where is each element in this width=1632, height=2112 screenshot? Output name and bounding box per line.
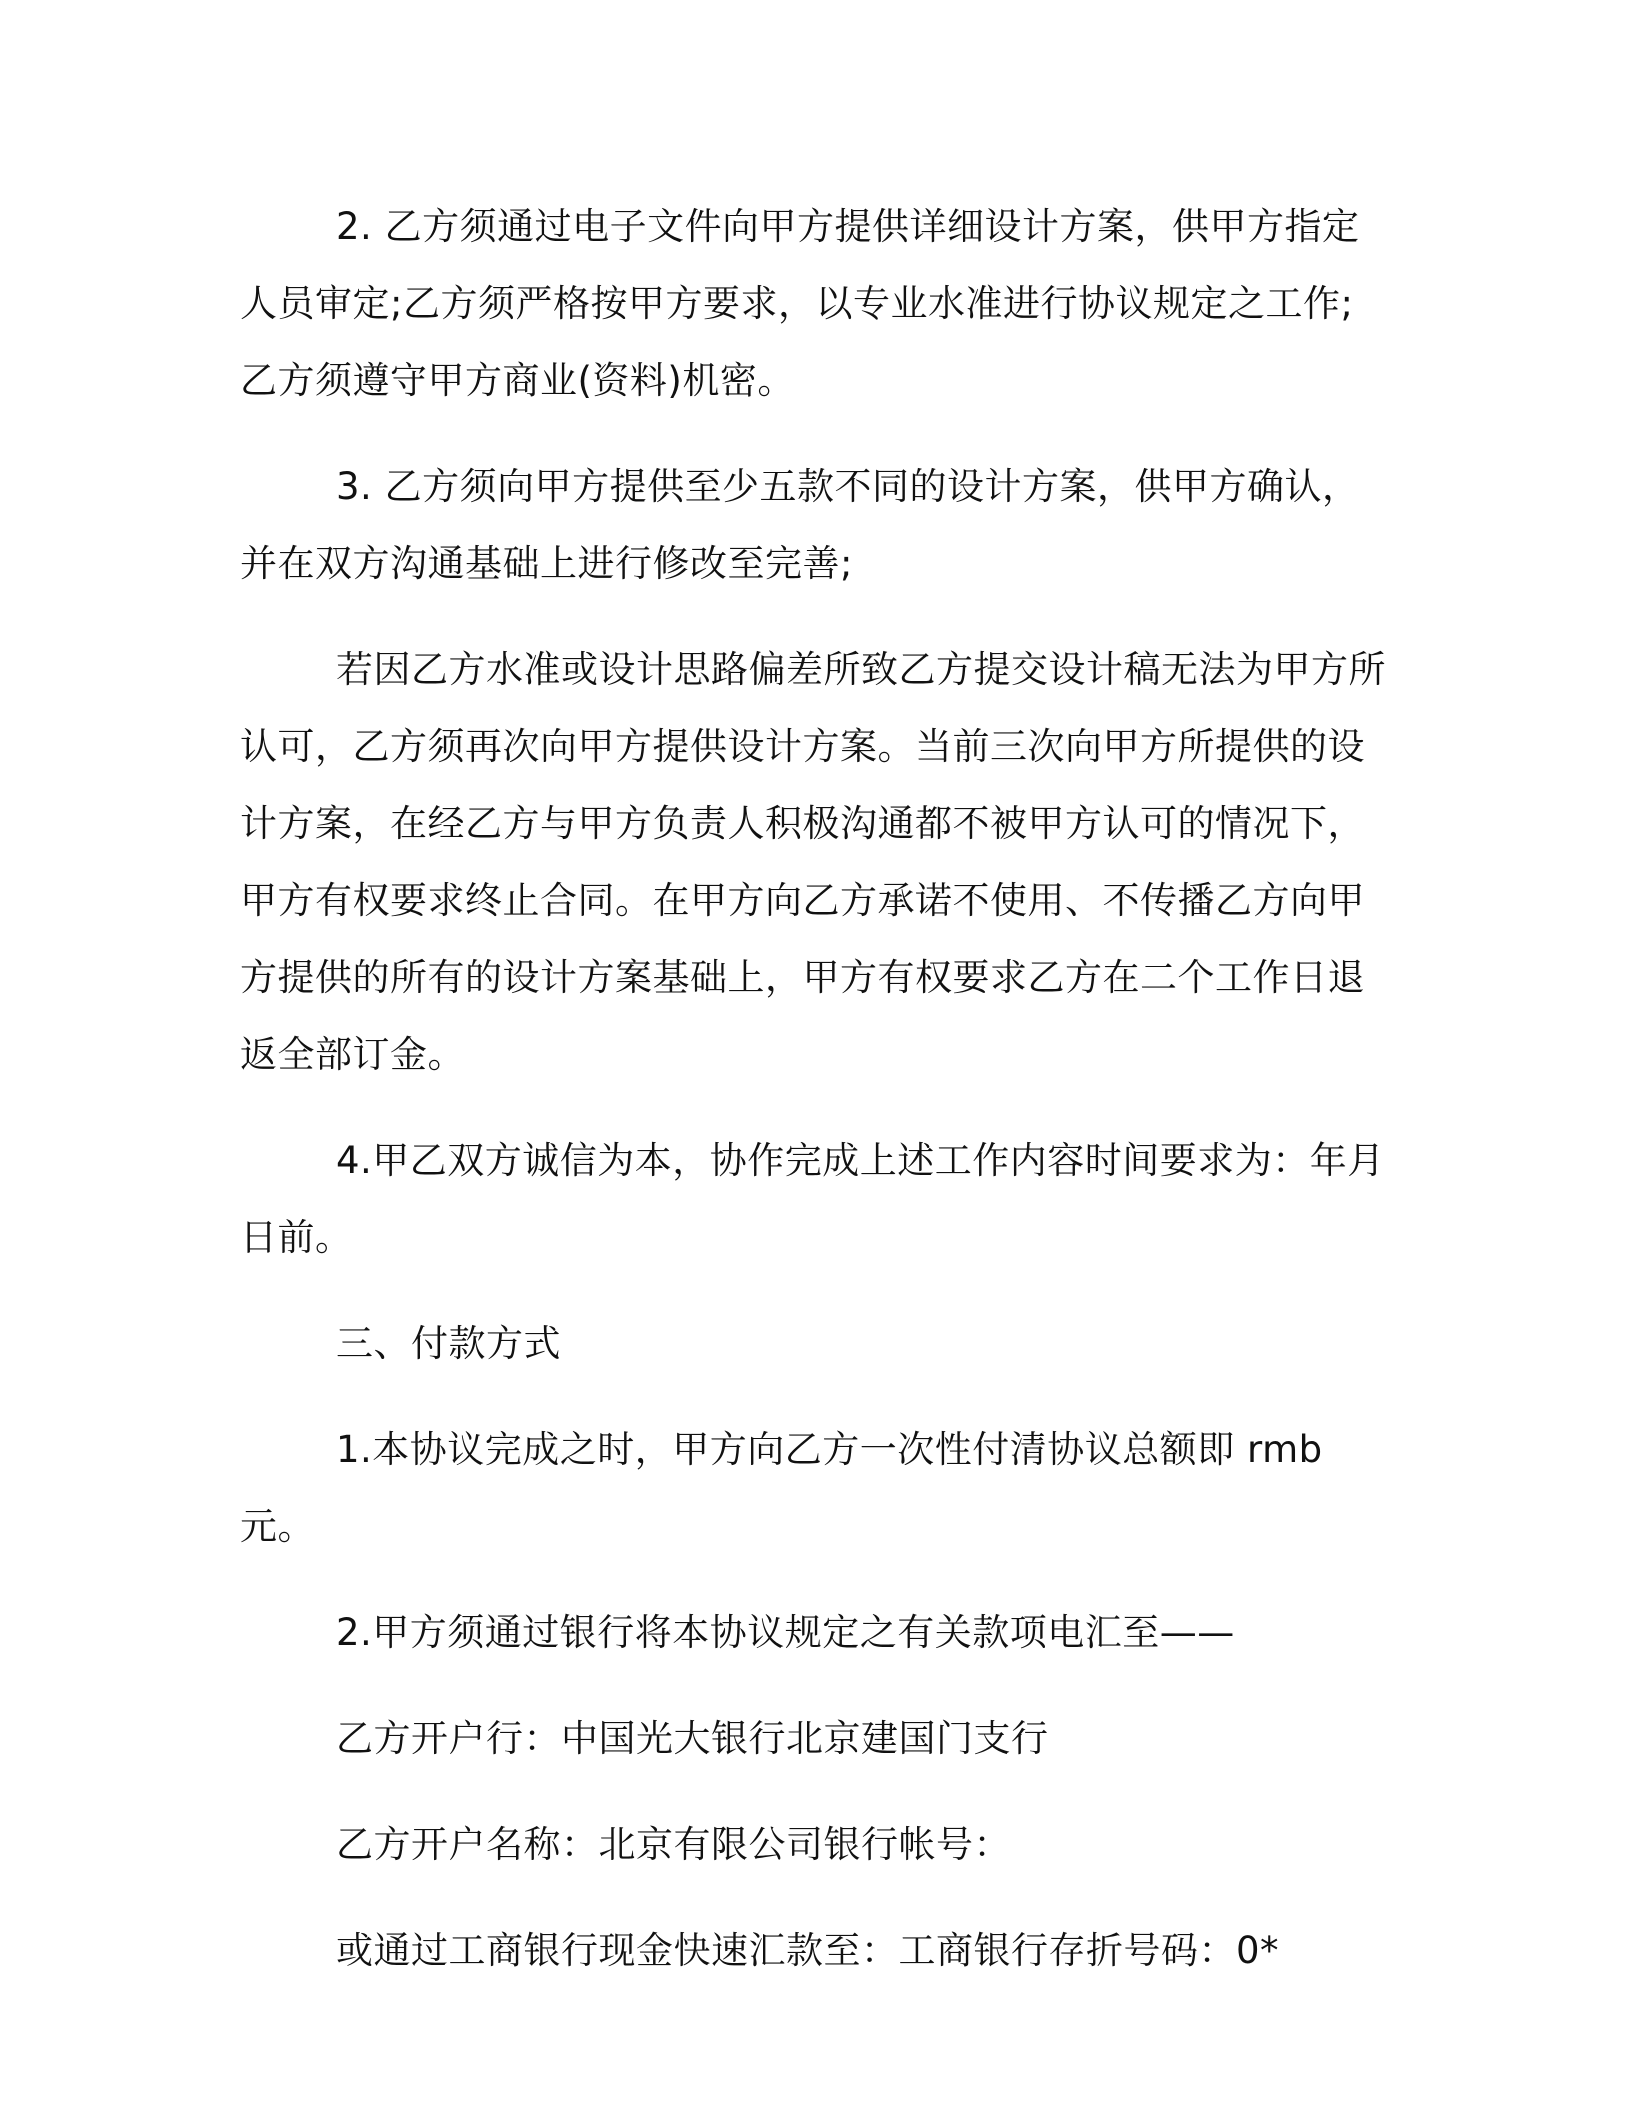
clause-3-rejection-terms: 若因乙方水准或设计思路偏差所致乙方提交设计稿无法为甲方所认可，乙方须再次向甲方提供设计方案。当前三次向甲方所提供的设计方案，在经乙方与甲方负责人积极沟通都不被甲方认可的情况下，甲方有权要求终止合同。在甲方向乙方承诺不使用、不传播乙方向甲方提供的所有的设计方案基础上，甲方有权要求乙方在二个工作日退返全部订金。 — [240, 648, 1386, 1076]
icbc-transfer-line: 或通过工商银行现金快速汇款至：工商银行存折号码：0* — [336, 1929, 1280, 1972]
section-heading-payment: 三、付款方式 — [336, 1322, 561, 1365]
account-name-line: 乙方开户名称：北京有限公司银行帐号： — [336, 1823, 1011, 1866]
payment-clause-1: 1.本协议完成之时，甲方向乙方一次性付清协议总额即 rmb 元。 — [240, 1428, 1323, 1548]
bank-branch-line: 乙方开户行：中国光大银行北京建国门支行 — [336, 1717, 1049, 1760]
clause-3-five-designs: 3. 乙方须向甲方提供至少五款不同的设计方案，供甲方确认，并在双方沟通基础上进行修改至完善; — [240, 465, 1360, 585]
document-body — [240, 188, 1390, 2018]
clause-4-deadline: 4.甲乙双方诚信为本，协作完成上述工作内容时间要求为：年月日前。 — [240, 1139, 1385, 1259]
clause-2-design-proposal: 2. 乙方须通过电子文件向甲方提供详细设计方案，供甲方指定人员审定;乙方须严格按甲方要求，以专业水准进行协议规定之工作;乙方须遵守甲方商业(资料)机密。 — [240, 205, 1360, 402]
payment-clause-2: 2.甲方须通过银行将本协议规定之有关款项电汇至—— — [336, 1611, 1235, 1654]
